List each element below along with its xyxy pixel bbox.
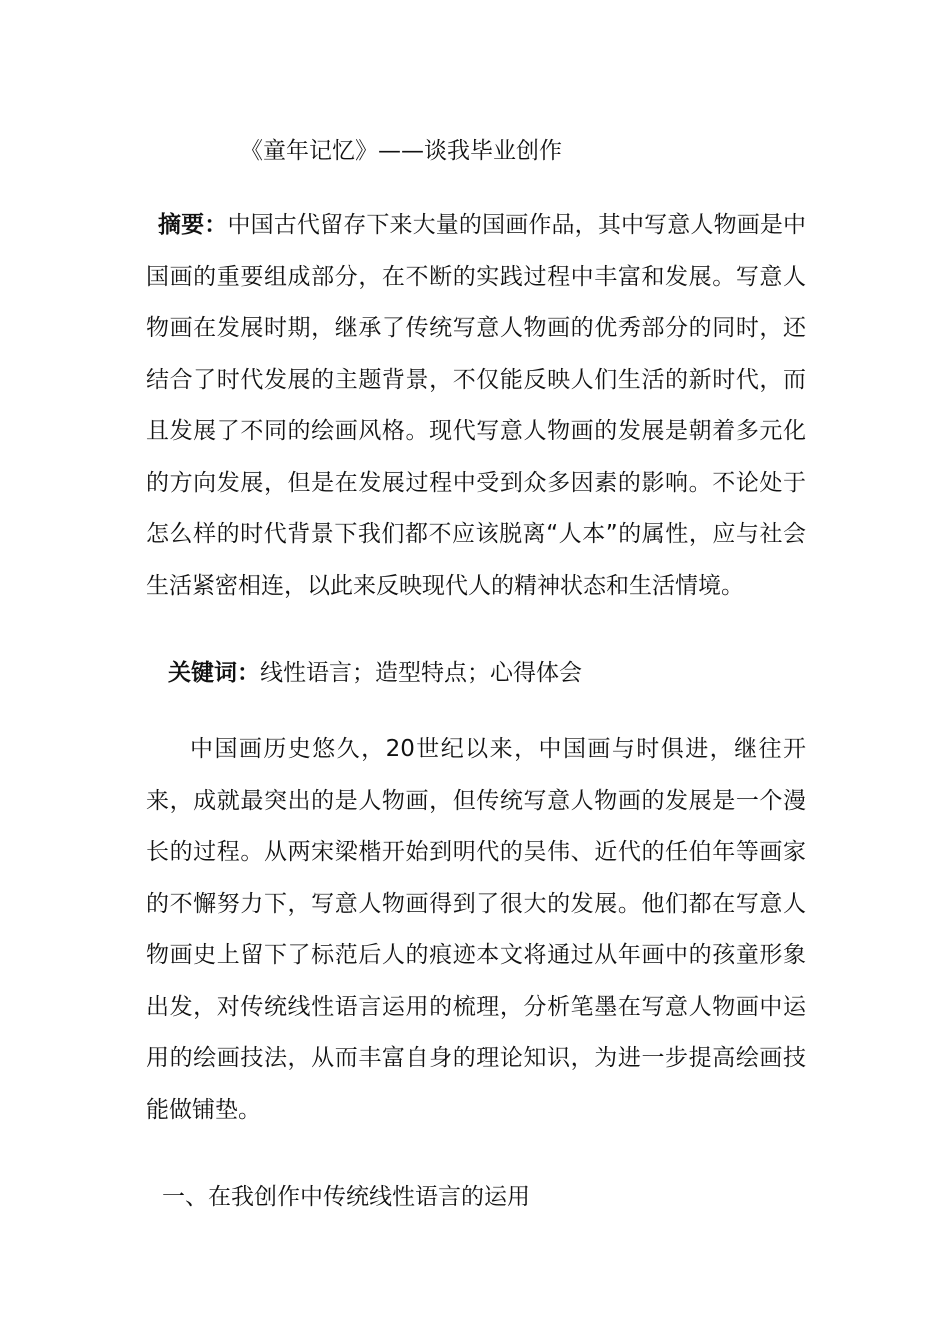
abstract-text: 中国古代留存下来大量的国画作品，其中写意人物画是中国画的重要组成部分，在不断的实践过程中丰富和发展。写意人物画在发展时期，继承了传统写意人物画的优秀部分的同时，还结合了时代发展的主题背景，不仅能反映人们生活的新时代，而且发展了不同的绘画风格。现代写意人物画的发展是朝着多元化的方向发展，但是在发展过程中受到众多因素的影响。不论处于怎么样的时代背景下我们都不应该脱离“人本”的属性，应与社会生活紧密相连，以此来反映现代人的精神状态和生活情境。 bbox=[146, 212, 807, 599]
keywords-text: 线性语言；造型特点；心得体会 bbox=[260, 660, 582, 686]
abstract-label: 摘要： bbox=[158, 212, 228, 238]
abstract-paragraph bbox=[146, 200, 806, 612]
keywords-line bbox=[168, 656, 582, 690]
body-paragraph: 中国画历史悠久，20世纪以来，中国画与时俱进，继往开来，成就最突出的是人物画，但传统写意人物画的发展是一个漫长的过程。从两宋梁楷开始到明代的吴伟、近代的任伯年等画家的不懈努力下，写意人物画得到了很大的发展。他们都在写意人物画史上留下了标范后人的痕迹本文将通过从年画中的孩童形象出发，对传统线性语言运用的梳理，分析笔墨在写意人物画中运用的绘画技法，从而丰富自身的理论知识，为进一步提高绘画技能做铺垫。 bbox=[146, 736, 806, 1123]
section-heading: 一、在我创作中传统线性语言的运用 bbox=[162, 1184, 530, 1210]
document-title: 《童年记忆》——谈我毕业创作 bbox=[240, 138, 562, 164]
keywords-label: 关键词： bbox=[168, 660, 260, 686]
